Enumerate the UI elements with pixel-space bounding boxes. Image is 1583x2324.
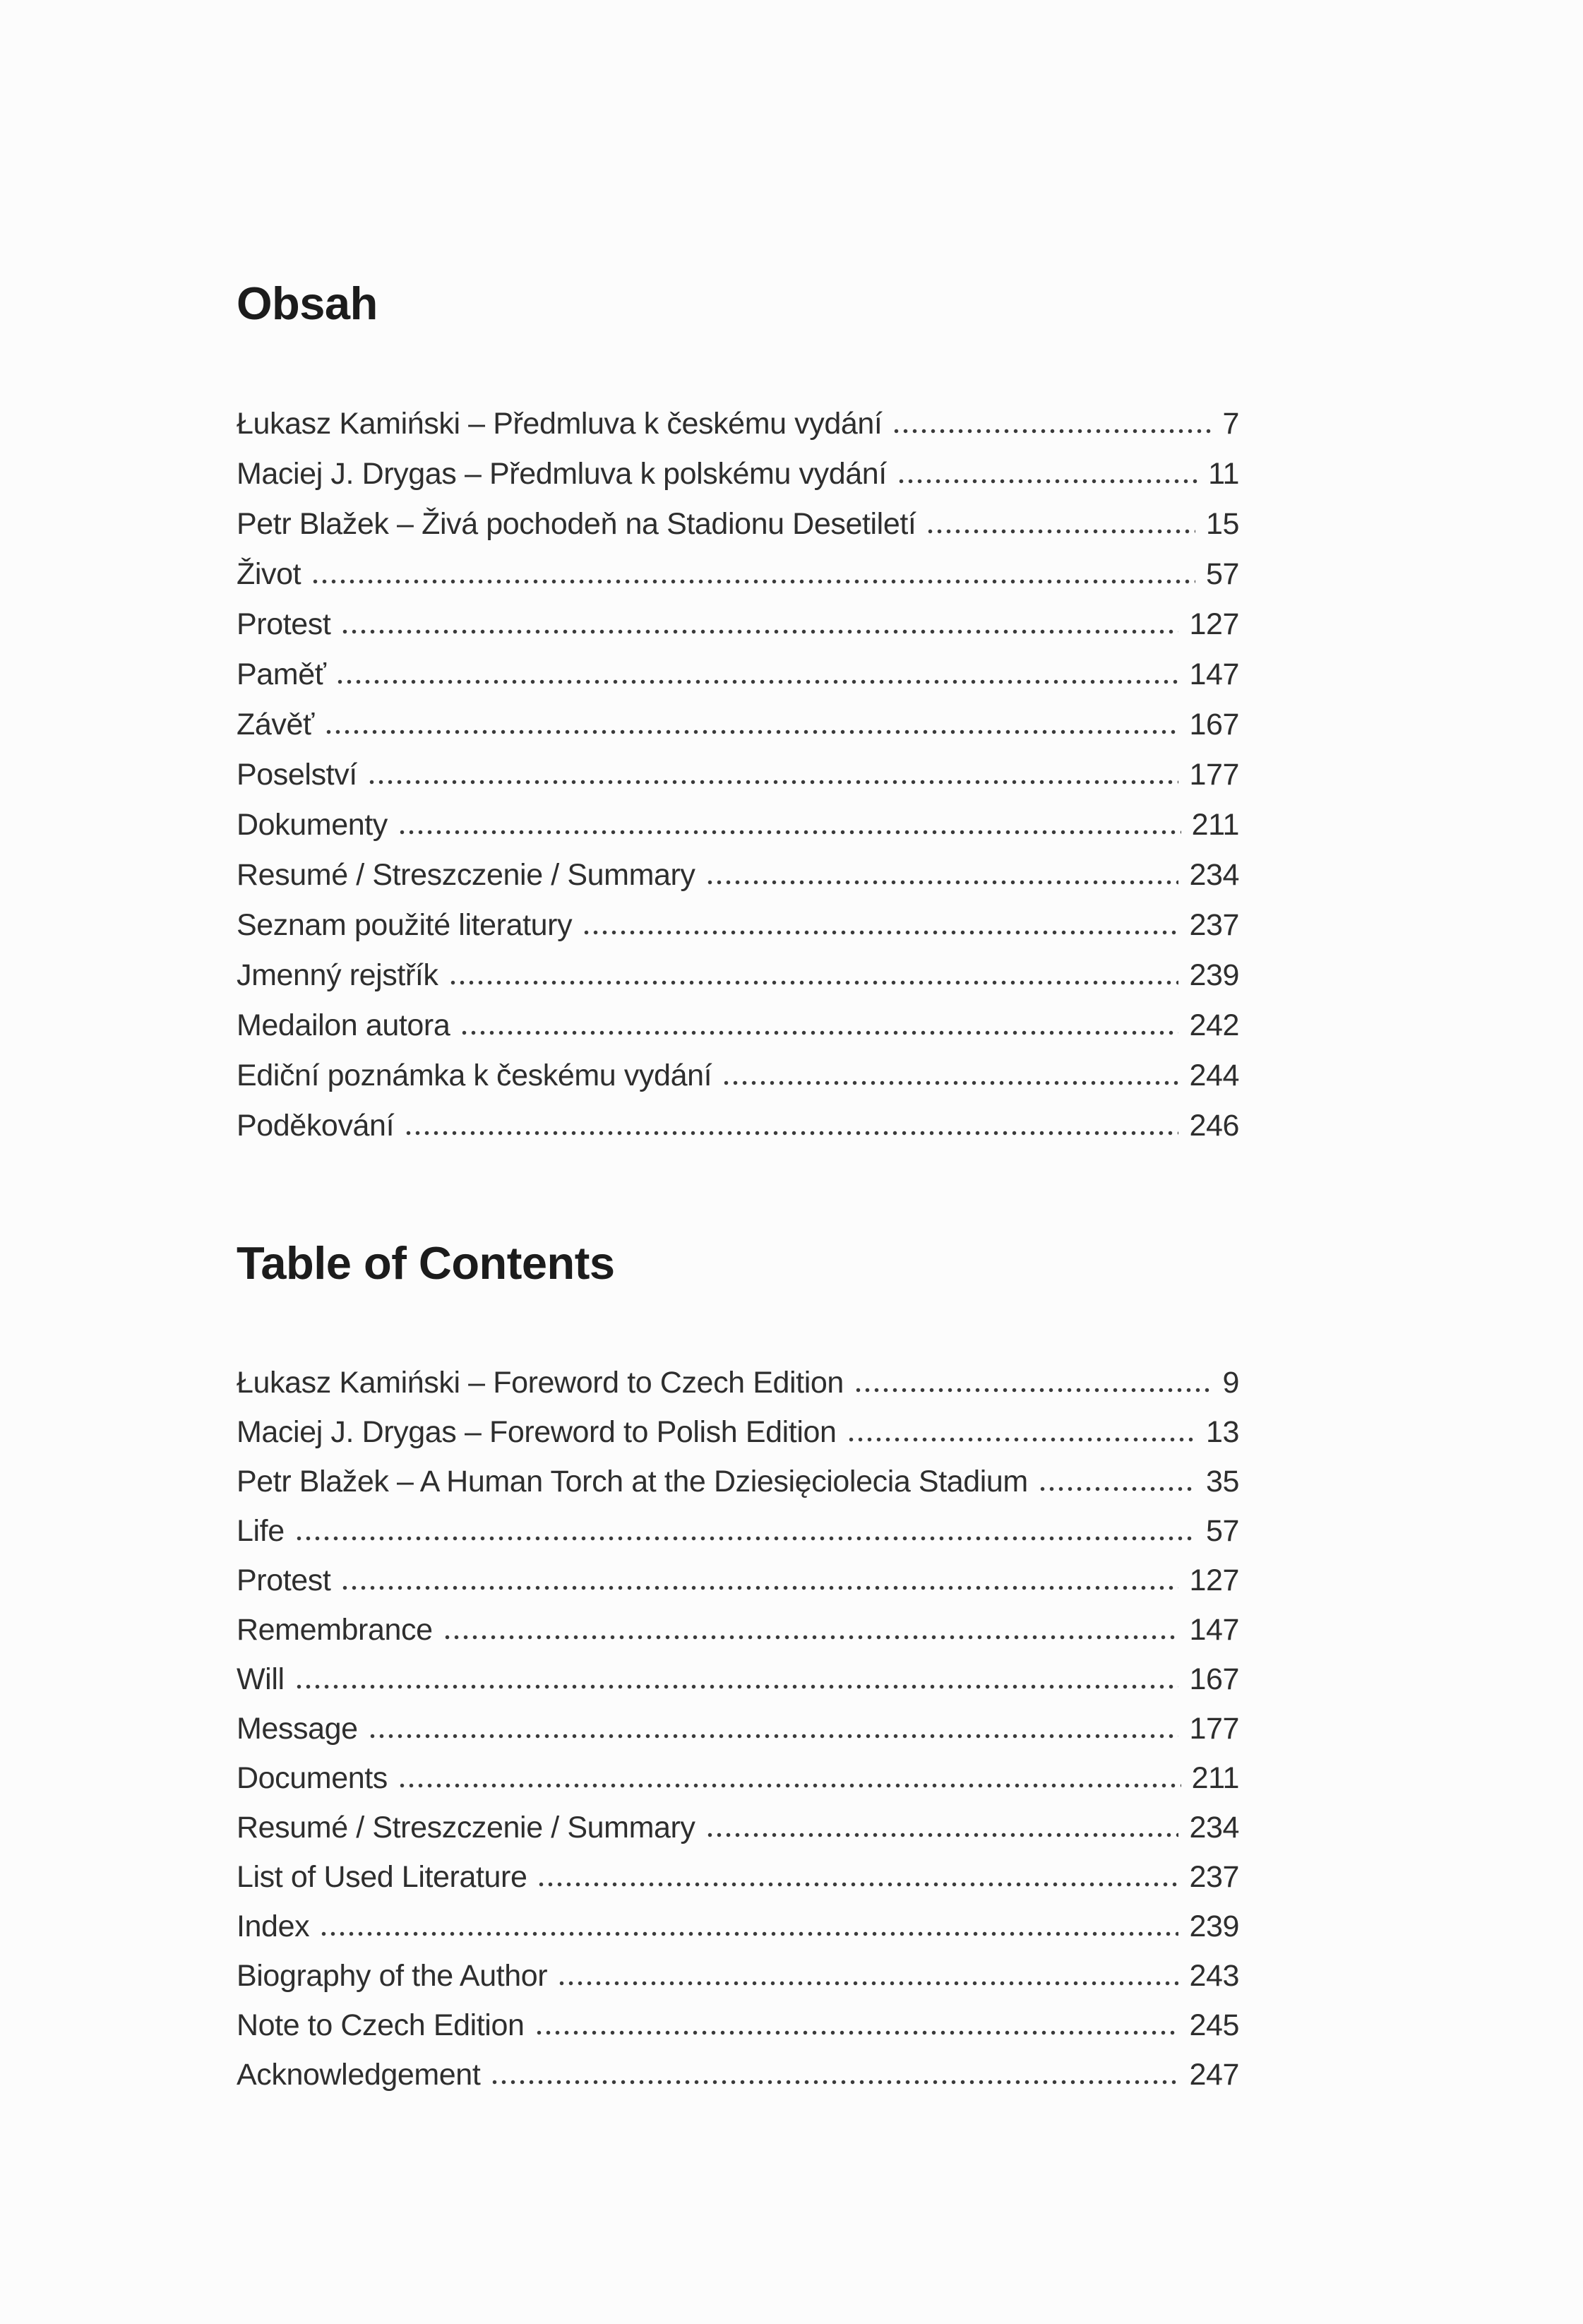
toc-entry [237,891,1239,941]
dot-leader [294,1536,1195,1541]
dot-leader [340,629,1178,634]
toc-entry [237,540,1239,590]
dot-leader [722,1080,1178,1085]
toc-entry-page: 57 [1205,556,1239,591]
czech-section-title: Obsah [237,278,378,329]
toc-entry-page: 239 [1189,1909,1239,1943]
toc-entry-page: 247 [1189,2057,1239,2092]
toc-entry [237,1399,1239,1448]
toc-entry [237,1943,1239,1992]
dot-leader [340,1585,1178,1590]
toc-entry [237,1498,1239,1547]
toc-entry [237,1547,1239,1597]
toc-entry-page: 239 [1189,958,1239,992]
toc-entry [237,841,1239,891]
toc-entry-page: 211 [1191,1760,1239,1795]
toc-entry [237,1992,1239,2042]
toc-entry [237,991,1239,1042]
toc-entry-label: Život [237,556,301,591]
toc-entry [237,791,1239,841]
toc-entry-label: List of Used Literature [237,1859,527,1894]
toc-entry-label: Paměť [237,657,326,691]
toc-entry [237,2042,1239,2091]
toc-entry-label: Resumé / Streszczenie / Summary [237,857,695,892]
toc-entry-label: Łukasz Kamiński – Foreword to Czech Edition [237,1365,844,1400]
toc-content [237,0,1239,2091]
toc-entry-page: 147 [1189,657,1239,691]
toc-entry-page: 127 [1189,607,1239,641]
toc-entry [237,390,1239,440]
toc-entry-label: Life [237,1513,285,1548]
toc-entry [237,1794,1239,1844]
toc-entry-label: Acknowledgement [237,2057,481,2092]
toc-entry-page: 7 [1222,406,1239,441]
toc-entry-page: 245 [1189,2008,1239,2042]
toc-entry [237,490,1239,540]
toc-entry-page: 211 [1191,807,1239,842]
toc-entry [237,1745,1239,1794]
toc-entry-label: Jmenný rejstřík [237,958,438,992]
toc-entry-label: Poděkování [237,1108,395,1143]
english-toc-list [237,1349,1239,2091]
toc-entry-label: Message [237,1711,358,1746]
dot-leader [367,780,1179,785]
toc-entry-label: Protest [237,607,331,641]
toc-entry [237,1893,1239,1943]
toc-entry-label: Biography of the Author [237,1958,548,1993]
dot-leader [368,1734,1179,1739]
toc-entry [237,440,1239,490]
dot-leader [582,930,1178,935]
toc-entry-label: Documents [237,1760,388,1795]
toc-entry-page: 243 [1189,1958,1239,1993]
dot-leader [847,1437,1195,1442]
english-section-title: Table of Contents [237,1237,615,1289]
toc-entry-label: Petr Blažek – Živá pochodeň na Stadionu Desetiletí [237,506,916,541]
dot-leader [1038,1486,1195,1491]
dot-leader [319,1931,1178,1936]
toc-entry [237,1092,1239,1142]
toc-entry-label: Seznam použité literatury [237,907,573,942]
dot-leader [398,830,1181,835]
toc-entry-label: Maciej J. Drygas – Foreword to Polish Edition [237,1414,837,1449]
dot-leader [335,679,1178,684]
toc-entry-page: 167 [1189,707,1239,741]
toc-entry [237,1597,1239,1646]
toc-entry-page: 35 [1205,1464,1239,1498]
dot-leader [897,479,1197,484]
dot-leader [294,1684,1179,1689]
dot-leader [490,2080,1178,2085]
toc-entry-page: 57 [1205,1513,1239,1548]
dot-leader [557,1981,1178,1986]
toc-entry-label: Petr Blažek – A Human Torch at the Dziesięciolecia Stadium [237,1464,1028,1498]
dot-leader [404,1131,1178,1136]
toc-entry-page: 9 [1222,1365,1239,1400]
dot-leader [443,1635,1179,1640]
dot-leader [311,579,1195,584]
toc-entry-label: Ediční poznámka k českému vydání [237,1058,712,1092]
dot-leader [705,1833,1179,1837]
toc-entry-label: Poselství [237,757,357,792]
toc-entry-label: Maciej J. Drygas – Předmluva k polskému vydání [237,456,887,491]
dot-leader [926,529,1195,534]
toc-entry-page: 237 [1189,907,1239,942]
toc-entry-page: 13 [1205,1414,1239,1449]
toc-entry-page: 127 [1189,1563,1239,1597]
toc-entry [237,941,1239,991]
dot-leader [398,1783,1181,1788]
toc-entry-page: 234 [1189,1810,1239,1845]
toc-entry-page: 15 [1205,506,1239,541]
toc-entry-page: 177 [1189,757,1239,792]
dot-leader [460,1030,1178,1035]
dot-leader [854,1388,1212,1393]
toc-entry-page: 244 [1189,1058,1239,1092]
toc-entry-page: 167 [1189,1662,1239,1696]
toc-entry-page: 177 [1189,1711,1239,1746]
toc-entry [237,1646,1239,1696]
toc-entry-label: Will [237,1662,285,1696]
dot-leader [892,429,1212,434]
dot-leader [534,2030,1179,2035]
toc-entry-label: Note to Czech Edition [237,2008,525,2042]
toc-entry-label: Dokumenty [237,807,388,842]
toc-entry-label: Závěť [237,707,314,741]
toc-entry [237,1448,1239,1498]
toc-entry-label: Protest [237,1563,331,1597]
toc-entry [237,590,1239,640]
toc-entry-page: 246 [1189,1108,1239,1143]
toc-entry [237,1042,1239,1092]
toc-entry [237,640,1239,691]
toc-entry [237,1696,1239,1745]
toc-entry-page: 147 [1189,1612,1239,1647]
toc-entry [237,1349,1239,1399]
toc-entry-label: Remembrance [237,1612,433,1647]
toc-entry [237,691,1239,741]
czech-toc-list [237,390,1239,1142]
toc-entry-page: 11 [1208,456,1239,491]
toc-entry [237,741,1239,791]
dot-leader [324,729,1179,734]
toc-entry-label: Łukasz Kamiński – Předmluva k českému vydání [237,406,883,441]
dot-leader [537,1882,1178,1887]
toc-entry-page: 237 [1189,1859,1239,1894]
toc-entry-label: Resumé / Streszczenie / Summary [237,1810,695,1845]
toc-entry-label: Index [237,1909,310,1943]
toc-entry-label: Medailon autora [237,1008,450,1042]
dot-leader [705,880,1179,885]
toc-entry [237,1844,1239,1893]
toc-entry-page: 242 [1189,1008,1239,1042]
dot-leader [448,980,1179,985]
toc-entry-page: 234 [1189,857,1239,892]
